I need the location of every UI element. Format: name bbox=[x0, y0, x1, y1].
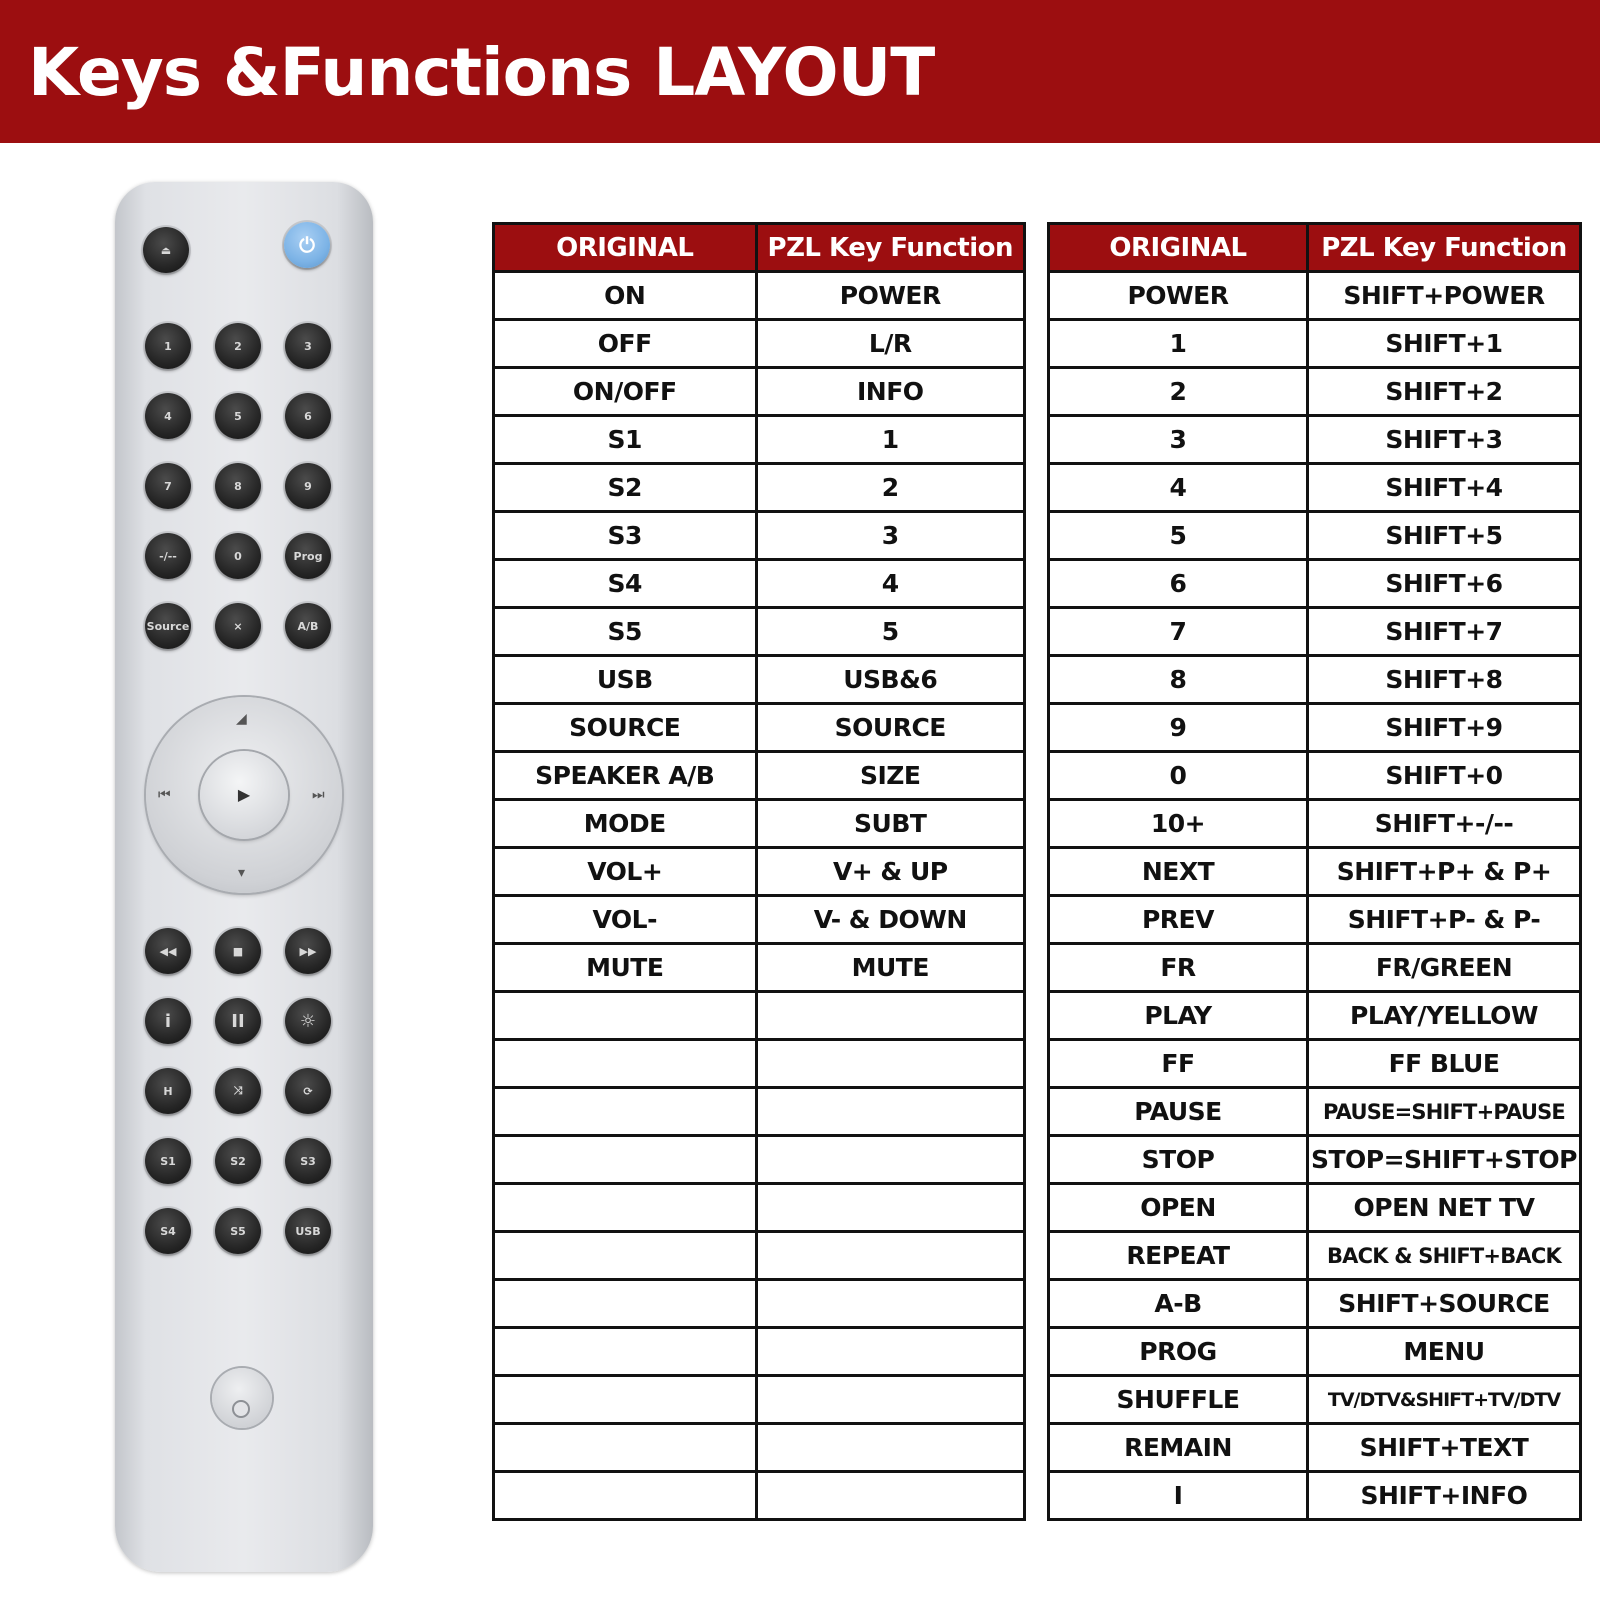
original-key-cell bbox=[494, 1232, 757, 1280]
pzl-function-cell: SHIFT+P- & P- bbox=[1307, 896, 1580, 944]
pzl-function-cell: 4 bbox=[756, 560, 1024, 608]
pzl-function-cell: SHIFT+9 bbox=[1307, 704, 1580, 752]
pzl-function-cell: USB&6 bbox=[756, 656, 1024, 704]
pzl-function-cell bbox=[756, 1424, 1024, 1472]
original-key-cell bbox=[494, 992, 757, 1040]
pzl-function-cell: MUTE bbox=[756, 944, 1024, 992]
table-row bbox=[1049, 656, 1581, 704]
pzl-function-cell: PAUSE=SHIFT+PAUSE bbox=[1307, 1088, 1580, 1136]
pzl-function-cell bbox=[756, 1376, 1024, 1424]
pzl-function-cell: SHIFT+7 bbox=[1307, 608, 1580, 656]
pzl-function-cell: PLAY/YELLOW bbox=[1307, 992, 1580, 1040]
original-key-cell: NEXT bbox=[1049, 848, 1308, 896]
column-header-original: ORIGINAL bbox=[1049, 224, 1308, 272]
key-6-button[interactable]: 6 bbox=[285, 393, 331, 439]
original-key-cell bbox=[494, 1184, 757, 1232]
pzl-function-cell: 2 bbox=[756, 464, 1024, 512]
original-key-cell: OFF bbox=[494, 320, 757, 368]
table-row bbox=[1049, 1472, 1581, 1520]
s1-button[interactable]: S1 bbox=[145, 1138, 191, 1184]
pzl-function-cell: SHIFT+INFO bbox=[1307, 1472, 1580, 1520]
table-row bbox=[494, 656, 1025, 704]
speaker-ab-button[interactable]: A/B bbox=[285, 603, 331, 649]
pzl-function-cell bbox=[756, 1472, 1024, 1520]
key-3-button[interactable]: 3 bbox=[285, 323, 331, 369]
original-key-cell: 10+ bbox=[1049, 800, 1308, 848]
s4-button[interactable]: S4 bbox=[145, 1208, 191, 1254]
original-key-cell: PREV bbox=[1049, 896, 1308, 944]
pzl-function-cell bbox=[756, 1088, 1024, 1136]
table-row bbox=[494, 608, 1025, 656]
pzl-function-cell: FF BLUE bbox=[1307, 1040, 1580, 1088]
pzl-function-cell: V- & DOWN bbox=[756, 896, 1024, 944]
original-key-cell: 2 bbox=[1049, 368, 1308, 416]
original-key-cell bbox=[494, 1376, 757, 1424]
column-header-function: PZL Key Function bbox=[756, 224, 1024, 272]
original-key-cell: MODE bbox=[494, 800, 757, 848]
pzl-function-cell: POWER bbox=[756, 272, 1024, 320]
table-row bbox=[1049, 320, 1581, 368]
original-key-cell bbox=[494, 1328, 757, 1376]
key-8-button[interactable]: 8 bbox=[215, 463, 261, 509]
original-key-cell: S4 bbox=[494, 560, 757, 608]
source-button[interactable]: Source bbox=[145, 603, 191, 649]
pzl-function-cell: SHIFT+POWER bbox=[1307, 272, 1580, 320]
table-row bbox=[1049, 1328, 1581, 1376]
pzl-function-cell bbox=[756, 1040, 1024, 1088]
mute-button[interactable]: ⨯ bbox=[215, 603, 261, 649]
power-icon[interactable]: ⏻ bbox=[284, 222, 330, 268]
s3-button[interactable]: S3 bbox=[285, 1138, 331, 1184]
original-key-cell: VOL- bbox=[494, 896, 757, 944]
original-key-cell: 6 bbox=[1049, 560, 1308, 608]
original-key-cell: 0 bbox=[1049, 752, 1308, 800]
table-row bbox=[494, 1040, 1025, 1088]
table-row bbox=[494, 1184, 1025, 1232]
pzl-function-cell: SHIFT+1 bbox=[1307, 320, 1580, 368]
stop-button[interactable]: ■ bbox=[215, 928, 261, 974]
s2-button[interactable]: S2 bbox=[215, 1138, 261, 1184]
navigation-ring[interactable] bbox=[146, 697, 342, 893]
table-row bbox=[494, 1088, 1025, 1136]
table-row bbox=[494, 896, 1025, 944]
table-row bbox=[1049, 416, 1581, 464]
pzl-function-cell: OPEN NET TV bbox=[1307, 1184, 1580, 1232]
table-row bbox=[494, 944, 1025, 992]
pzl-function-cell: 1 bbox=[756, 416, 1024, 464]
table-row bbox=[494, 1376, 1025, 1424]
table-row bbox=[1049, 752, 1581, 800]
table-row bbox=[1049, 848, 1581, 896]
original-key-cell: SOURCE bbox=[494, 704, 757, 752]
backlight-button[interactable] bbox=[212, 1368, 272, 1428]
table-row bbox=[494, 1328, 1025, 1376]
table-row bbox=[1049, 992, 1581, 1040]
original-key-cell: A-B bbox=[1049, 1280, 1308, 1328]
key-dash-button[interactable]: -/-- bbox=[145, 533, 191, 579]
original-key-cell: S3 bbox=[494, 512, 757, 560]
table-row bbox=[494, 1136, 1025, 1184]
original-key-cell: 9 bbox=[1049, 704, 1308, 752]
table-row bbox=[1049, 1424, 1581, 1472]
repeat-button[interactable]: ⟳ bbox=[285, 1068, 331, 1114]
table-row bbox=[1049, 1376, 1581, 1424]
table-row bbox=[1049, 704, 1581, 752]
pzl-function-cell bbox=[756, 1232, 1024, 1280]
table-row bbox=[494, 1280, 1025, 1328]
pzl-function-cell: SHIFT+4 bbox=[1307, 464, 1580, 512]
previous-icon[interactable]: ⏮ bbox=[158, 786, 171, 802]
table-row bbox=[1049, 272, 1581, 320]
original-key-cell bbox=[494, 1280, 757, 1328]
volume-up-icon[interactable]: ◢ bbox=[236, 710, 247, 726]
pzl-function-cell: SUBT bbox=[756, 800, 1024, 848]
table-row bbox=[494, 848, 1025, 896]
usb-button[interactable]: USB bbox=[285, 1208, 331, 1254]
key-0-button[interactable]: 0 bbox=[215, 533, 261, 579]
pzl-function-cell: MENU bbox=[1307, 1328, 1580, 1376]
table-row bbox=[494, 1424, 1025, 1472]
pzl-function-cell: FR/GREEN bbox=[1307, 944, 1580, 992]
table-row bbox=[1049, 1136, 1581, 1184]
table-header-row bbox=[494, 224, 1025, 272]
key-7-button[interactable]: 7 bbox=[145, 463, 191, 509]
shuffle-button[interactable]: ⤨ bbox=[215, 1068, 261, 1114]
original-key-cell bbox=[494, 1472, 757, 1520]
key-1-button[interactable]: 1 bbox=[145, 323, 191, 369]
column-header-function: PZL Key Function bbox=[1307, 224, 1580, 272]
original-key-cell: OPEN bbox=[1049, 1184, 1308, 1232]
pzl-function-cell: SHIFT+6 bbox=[1307, 560, 1580, 608]
original-key-cell: USB bbox=[494, 656, 757, 704]
pzl-function-cell: L/R bbox=[756, 320, 1024, 368]
original-key-cell: 3 bbox=[1049, 416, 1308, 464]
pzl-function-cell: SHIFT+3 bbox=[1307, 416, 1580, 464]
rewind-button[interactable]: ◀◀ bbox=[145, 928, 191, 974]
table-header-row bbox=[1049, 224, 1581, 272]
s5-button[interactable]: S5 bbox=[215, 1208, 261, 1254]
original-key-cell: VOL+ bbox=[494, 848, 757, 896]
original-key-cell: PROG bbox=[1049, 1328, 1308, 1376]
table-row bbox=[494, 1472, 1025, 1520]
pzl-function-cell bbox=[756, 992, 1024, 1040]
key-4-button[interactable]: 4 bbox=[145, 393, 191, 439]
pzl-function-cell: SHIFT+0 bbox=[1307, 752, 1580, 800]
pzl-function-cell: V+ & UP bbox=[756, 848, 1024, 896]
original-key-cell: SPEAKER A/B bbox=[494, 752, 757, 800]
table-row bbox=[1049, 1184, 1581, 1232]
table-row bbox=[494, 560, 1025, 608]
info-button[interactable]: i bbox=[145, 998, 191, 1044]
pzl-function-cell: SHIFT+8 bbox=[1307, 656, 1580, 704]
original-key-cell: S2 bbox=[494, 464, 757, 512]
prog-button[interactable]: Prog bbox=[285, 533, 331, 579]
pzl-function-cell bbox=[756, 1136, 1024, 1184]
original-key-cell bbox=[494, 1136, 757, 1184]
key-9-button[interactable]: 9 bbox=[285, 463, 331, 509]
original-key-cell: 8 bbox=[1049, 656, 1308, 704]
pzl-function-cell: SIZE bbox=[756, 752, 1024, 800]
remote-control bbox=[115, 182, 373, 1572]
table-row bbox=[494, 1232, 1025, 1280]
table-row bbox=[494, 464, 1025, 512]
original-key-cell bbox=[494, 1040, 757, 1088]
fast-forward-button[interactable]: ▶▶ bbox=[285, 928, 331, 974]
table-row bbox=[494, 704, 1025, 752]
original-key-cell: PLAY bbox=[1049, 992, 1308, 1040]
table-row bbox=[1049, 464, 1581, 512]
pzl-function-cell: SHIFT+-/-- bbox=[1307, 800, 1580, 848]
pzl-function-cell: SHIFT+2 bbox=[1307, 368, 1580, 416]
pzl-function-cell: 5 bbox=[756, 608, 1024, 656]
original-key-cell: FR bbox=[1049, 944, 1308, 992]
table-row bbox=[494, 320, 1025, 368]
pzl-function-cell: SHIFT+5 bbox=[1307, 512, 1580, 560]
pzl-function-cell: SHIFT+TEXT bbox=[1307, 1424, 1580, 1472]
pzl-function-cell: INFO bbox=[756, 368, 1024, 416]
table-row bbox=[1049, 608, 1581, 656]
original-key-cell: FF bbox=[1049, 1040, 1308, 1088]
pzl-function-cell: SHIFT+SOURCE bbox=[1307, 1280, 1580, 1328]
pzl-function-cell: SHIFT+P+ & P+ bbox=[1307, 848, 1580, 896]
key-table-right bbox=[1047, 222, 1582, 1521]
table-row bbox=[494, 272, 1025, 320]
key-table-left bbox=[492, 222, 1026, 1521]
pzl-function-cell: TV/DTV&SHIFT+TV/DTV bbox=[1307, 1376, 1580, 1424]
pzl-function-cell: BACK & SHIFT+BACK bbox=[1307, 1232, 1580, 1280]
original-key-cell: S5 bbox=[494, 608, 757, 656]
brightness-button[interactable]: ☼ bbox=[285, 998, 331, 1044]
eject-icon[interactable]: ⏏ bbox=[143, 227, 189, 273]
h-button[interactable]: H bbox=[145, 1068, 191, 1114]
original-key-cell: I bbox=[1049, 1472, 1308, 1520]
dot-icon bbox=[232, 1400, 250, 1418]
table-row bbox=[494, 512, 1025, 560]
original-key-cell bbox=[494, 1088, 757, 1136]
key-5-button[interactable]: 5 bbox=[215, 393, 261, 439]
original-key-cell: 5 bbox=[1049, 512, 1308, 560]
table-row bbox=[1049, 368, 1581, 416]
table-row bbox=[1049, 896, 1581, 944]
table-row bbox=[494, 800, 1025, 848]
pzl-function-cell: SOURCE bbox=[756, 704, 1024, 752]
original-key-cell: REPEAT bbox=[1049, 1232, 1308, 1280]
table-row bbox=[1049, 1232, 1581, 1280]
next-icon[interactable]: ⏭ bbox=[312, 786, 325, 802]
original-key-cell: STOP bbox=[1049, 1136, 1308, 1184]
table-row bbox=[1049, 944, 1581, 992]
pzl-function-cell: STOP=SHIFT+STOP bbox=[1307, 1136, 1580, 1184]
pzl-function-cell: 3 bbox=[756, 512, 1024, 560]
play-button[interactable] bbox=[200, 751, 288, 839]
key-2-button[interactable]: 2 bbox=[215, 323, 261, 369]
table-row bbox=[494, 416, 1025, 464]
original-key-cell: PAUSE bbox=[1049, 1088, 1308, 1136]
original-key-cell: ON bbox=[494, 272, 757, 320]
original-key-cell: 7 bbox=[1049, 608, 1308, 656]
page-title: Keys &Functions LAYOUT bbox=[28, 34, 935, 111]
table-row bbox=[1049, 1280, 1581, 1328]
column-header-original: ORIGINAL bbox=[494, 224, 757, 272]
original-key-cell: MUTE bbox=[494, 944, 757, 992]
pause-button[interactable]: II bbox=[215, 998, 261, 1044]
pzl-function-cell bbox=[756, 1328, 1024, 1376]
original-key-cell: ON/OFF bbox=[494, 368, 757, 416]
table-row bbox=[1049, 800, 1581, 848]
table-row bbox=[1049, 560, 1581, 608]
title-banner bbox=[0, 0, 1600, 143]
table-row bbox=[1049, 1088, 1581, 1136]
table-row bbox=[1049, 512, 1581, 560]
table-row bbox=[494, 992, 1025, 1040]
table-row bbox=[494, 368, 1025, 416]
original-key-cell: REMAIN bbox=[1049, 1424, 1308, 1472]
table-row bbox=[494, 752, 1025, 800]
original-key-cell: 1 bbox=[1049, 320, 1308, 368]
original-key-cell bbox=[494, 1424, 757, 1472]
table-row bbox=[1049, 1040, 1581, 1088]
volume-down-icon[interactable]: ▾ bbox=[238, 864, 246, 880]
original-key-cell: S1 bbox=[494, 416, 757, 464]
play-icon: ▶ bbox=[237, 787, 251, 804]
original-key-cell: 4 bbox=[1049, 464, 1308, 512]
pzl-function-cell bbox=[756, 1280, 1024, 1328]
pzl-function-cell bbox=[756, 1184, 1024, 1232]
original-key-cell: SHUFFLE bbox=[1049, 1376, 1308, 1424]
original-key-cell: POWER bbox=[1049, 272, 1308, 320]
